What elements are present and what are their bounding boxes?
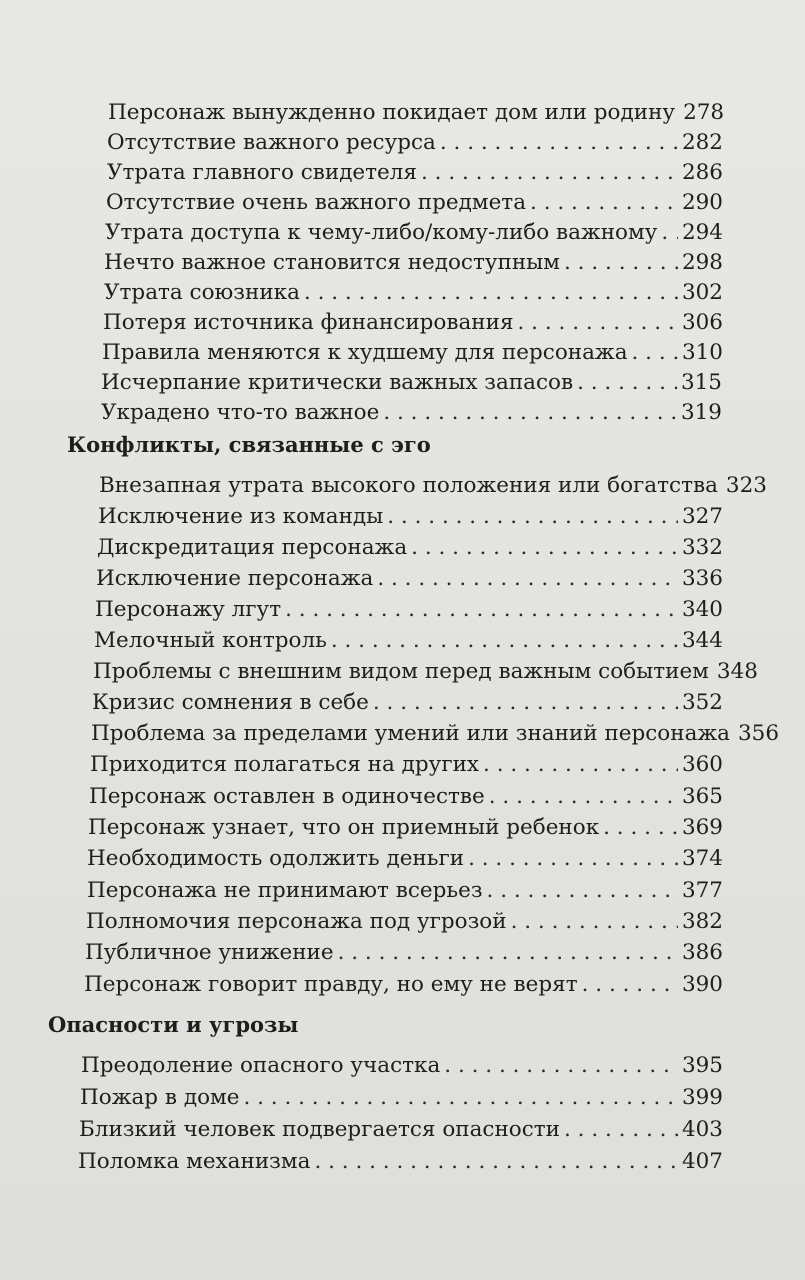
toc-entry <box>92 687 723 718</box>
toc-entry <box>104 277 723 308</box>
toc-entry <box>104 247 723 278</box>
leader-dots <box>530 187 678 218</box>
toc-entry <box>78 1146 723 1177</box>
toc-entry <box>90 749 723 780</box>
leader-dots <box>489 781 678 812</box>
toc-entry <box>101 367 722 398</box>
toc-entry-page: 377 <box>681 878 723 903</box>
toc-entry <box>105 217 723 248</box>
toc-entry <box>98 501 723 532</box>
leader-dots <box>331 625 678 656</box>
toc-entry-page: 327 <box>681 504 723 529</box>
leader-dots <box>603 812 678 843</box>
toc-entry <box>84 969 723 1000</box>
toc-entry-title: Пожар в доме <box>80 1085 240 1110</box>
leader-dots <box>582 969 678 1000</box>
leader-dots <box>373 687 678 718</box>
leader-dots <box>440 127 678 158</box>
toc-entry-title: Персонажу лгут <box>95 597 282 622</box>
toc-entry-page: 382 <box>681 909 723 934</box>
toc-entry <box>97 532 723 563</box>
toc-entry-title: Полномочия персонажа под угрозой <box>86 909 507 934</box>
leader-dots <box>577 367 677 398</box>
toc-entry <box>106 187 723 218</box>
section-heading: Конфликты, связанные с эго <box>67 432 431 457</box>
leader-dots <box>411 532 678 563</box>
toc-entry-title: Приходится полагаться на других <box>90 752 480 777</box>
toc-entry <box>80 1082 723 1113</box>
toc-entry-page: 344 <box>681 628 723 653</box>
toc-entry-title: Персонаж узнает, что он приемный ребенок <box>88 815 600 840</box>
toc-entry <box>107 157 723 188</box>
leader-dots <box>444 1050 678 1081</box>
leader-dots <box>285 594 678 625</box>
toc-entry <box>108 97 724 128</box>
leader-dots <box>387 501 678 532</box>
toc-entry-page: 319 <box>680 400 722 425</box>
leader-dots <box>483 749 678 780</box>
leader-dots <box>518 307 678 338</box>
toc-entry-title: Отсутствие важного ресурса <box>107 130 436 155</box>
toc-entry <box>89 781 723 812</box>
toc-entry-page: 340 <box>681 597 723 622</box>
toc-entry-page: 369 <box>681 815 723 840</box>
toc-entry-title: Утрата доступа к чему-либо/кому-либо важному <box>105 220 658 245</box>
toc-entry-title: Исключение персонажа <box>96 566 374 591</box>
toc-entry-title: Утрата союзника <box>104 280 300 305</box>
toc-entry-page: 302 <box>681 280 723 305</box>
toc-entry-page: 290 <box>681 190 723 215</box>
toc-entry-title: Персонаж говорит правду, но ему не верят <box>84 972 578 997</box>
toc-entry-page: 365 <box>681 784 723 809</box>
leader-dots <box>511 906 678 937</box>
toc-entry-page: 323 <box>725 473 767 498</box>
toc-entry-title: Близкий человек подвергается опасности <box>79 1117 560 1142</box>
toc-entry-page: 390 <box>681 972 723 997</box>
toc-entry <box>87 843 723 874</box>
toc-entry-page: 306 <box>681 310 723 335</box>
toc-entry-title: Мелочный контроль <box>94 628 327 653</box>
leader-dots <box>421 157 678 188</box>
section-heading: Опасности и угрозы <box>48 1012 299 1037</box>
leader-dots <box>304 277 678 308</box>
toc-entry-title: Персонажа не принимают всерьез <box>87 878 483 903</box>
toc-entry-title: Персонаж оставлен в одиночестве <box>89 784 485 809</box>
toc-entry-page: 315 <box>680 370 722 395</box>
toc-entry-page: 348 <box>716 659 758 684</box>
toc-entry-page: 294 <box>681 220 723 245</box>
toc-entry-title: Исчерпание критически важных запасов <box>101 370 574 395</box>
toc-entry-title: Поломка механизма <box>78 1149 311 1174</box>
leader-dots <box>468 843 678 874</box>
toc-entry <box>103 307 723 338</box>
toc-entry <box>94 625 723 656</box>
toc-entry-page: 407 <box>681 1149 723 1174</box>
toc-entry-title: Правила меняются к худшему для персонажа <box>102 340 628 365</box>
toc-entry-page: 403 <box>681 1117 723 1142</box>
toc-entry-page: 386 <box>681 940 723 965</box>
toc-entry <box>86 906 723 937</box>
toc-entry-title: Дискредитация персонажа <box>97 535 408 560</box>
toc-entry-title: Необходимость одолжить деньги <box>87 846 465 871</box>
toc-entry <box>102 337 723 368</box>
toc-entry <box>95 594 723 625</box>
toc-entry <box>93 656 758 687</box>
toc-entry <box>91 718 780 749</box>
toc-entry-page: 336 <box>681 566 723 591</box>
toc-entry-page: 298 <box>681 250 723 275</box>
toc-entry-title: Нечто важное становится недоступным <box>104 250 561 275</box>
leader-dots <box>564 247 678 278</box>
toc-entry-title: Исключение из команды <box>98 504 384 529</box>
toc-entry-page: 310 <box>681 340 723 365</box>
toc-entry <box>79 1114 723 1145</box>
toc-entry-title: Кризис сомнения в себе <box>92 690 369 715</box>
toc-entry-page: 282 <box>681 130 723 155</box>
toc-entry-page: 395 <box>681 1053 723 1078</box>
toc-entry-title: Преодоление опасного участка <box>81 1053 441 1078</box>
toc-entry <box>107 127 723 158</box>
toc-entry <box>101 397 722 428</box>
toc-entry-page: 278 <box>683 100 725 125</box>
toc-entry <box>88 812 723 843</box>
toc-entry-page: 352 <box>681 690 723 715</box>
toc-entry <box>87 875 723 906</box>
toc-entry-title: Внезапная утрата высокого положения или богатства <box>99 473 718 498</box>
toc-entry-title: Отсутствие очень важного предмета <box>106 190 527 215</box>
toc-entry-title: Потеря источника финансирования <box>103 310 514 335</box>
toc-entry-page: 332 <box>681 535 723 560</box>
toc-entry-title: Персонаж вынужденно покидает дом или родину <box>108 100 676 125</box>
toc-entry-title: Публичное унижение <box>85 940 334 965</box>
toc-entry <box>96 563 723 594</box>
toc-entry <box>99 470 767 501</box>
toc-entry-page: 399 <box>681 1085 723 1110</box>
leader-dots <box>487 875 678 906</box>
toc-entry-page: 360 <box>681 752 723 777</box>
toc-entry-title: Утрата главного свидетеля <box>107 160 417 185</box>
leader-dots <box>314 1146 678 1177</box>
toc-entry <box>81 1050 723 1081</box>
leader-dots <box>338 937 678 968</box>
leader-dots <box>377 563 678 594</box>
leader-dots <box>243 1082 677 1113</box>
toc-entry-title: Проблема за пределами умений или знаний персонажа <box>91 721 730 746</box>
leader-dots <box>564 1114 678 1145</box>
leader-dots <box>661 217 678 248</box>
toc-entry-page: 374 <box>681 846 723 871</box>
toc-entry-title: Украдено что-то важное <box>101 400 380 425</box>
toc-entry <box>85 937 723 968</box>
leader-dots <box>632 337 678 368</box>
toc-entry-page: 356 <box>738 721 780 746</box>
toc-entry-title: Проблемы с внешним видом перед важным событием <box>93 659 709 684</box>
leader-dots <box>383 397 677 428</box>
toc-entry-page: 286 <box>681 160 723 185</box>
